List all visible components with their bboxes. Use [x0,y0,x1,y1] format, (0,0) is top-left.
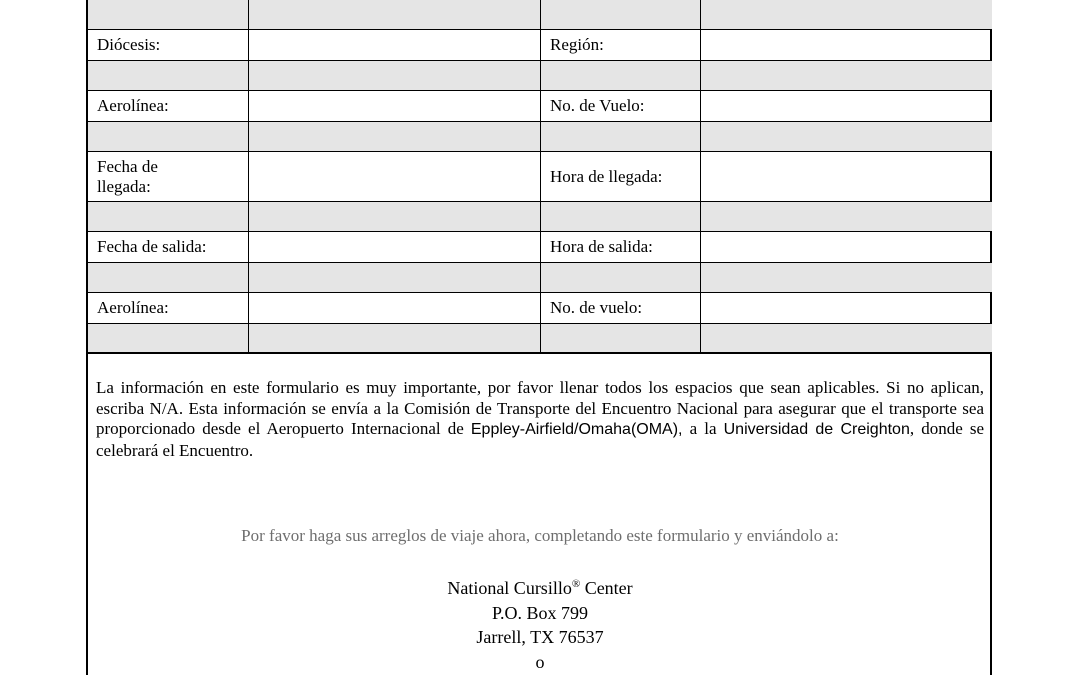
departure-flight-number-label: No. de vuelo: [541,293,701,323]
separator-row [88,61,992,91]
info-text-part1: La información en este formulario es muy importante, por favor llenar todos los espacios que sean aplicables. Si no aplican, escriba N/A. Esta información se envía a la Comisión de Transporte del Encuentro Nacional para asegurar que el transporte sea proporcionado desde el Aeropuerto Internacional de [96,378,984,438]
info-block [96,378,984,461]
separator-cell [541,122,701,151]
separator-cell [88,0,249,29]
departure-time-field[interactable] [701,232,992,262]
separator-cell [541,263,701,292]
separator-cell [249,324,541,352]
separator-cell [88,324,249,352]
registered-mark: ® [571,578,581,590]
arrival-date-label-text [97,157,158,197]
separator-cell [541,61,701,90]
separator-cell [249,263,541,292]
travel-form-table [88,0,992,354]
departure-flight-number-field[interactable] [701,293,992,323]
separator-cell [701,202,992,231]
arrival-date-label-line2: llegada: [97,176,151,196]
address-name-line [96,576,984,601]
diocese-region-row [88,30,992,61]
separator-cell [701,263,992,292]
separator-cell [701,61,992,90]
address-or-line: o [535,651,545,672]
arrival-time-field[interactable] [701,152,992,201]
address-name-suffix: Center [580,578,633,598]
separator-cell [541,324,701,352]
mailing-address [96,576,984,674]
separator-cell [701,0,992,29]
university-name: Universidad de Creighton [723,421,910,438]
diocese-label: Diócesis: [88,30,249,60]
info-text-part3: , donde se celebrará el Encuentro. [96,419,984,460]
separator-row [88,122,992,152]
instructions-text: Por favor haga sus arreglos de viaje ahora, completando este formulario y enviándolo a: [241,526,839,545]
separator-row [88,324,992,354]
separator-cell [249,0,541,29]
diocese-field[interactable] [249,30,541,60]
departure-date-field[interactable] [249,232,541,262]
arrival-flight-number-field[interactable] [701,91,992,121]
address-name: National Cursillo [447,578,572,598]
arrival-date-label-line1: Fecha de [97,156,158,176]
separator-row [88,202,992,232]
departure-airline-row [88,293,992,324]
separator-cell [541,0,701,29]
separator-cell [701,324,992,352]
departure-airline-field[interactable] [249,293,541,323]
arrival-date-field[interactable] [249,152,541,201]
airport-name: Eppley-Airfield/Omaha(OMA), [470,421,683,438]
separator-cell [701,122,992,151]
info-text-part2: a la [682,419,724,438]
departure-time-label: Hora de salida: [541,232,701,262]
separator-cell [249,122,541,151]
separator-cell [88,61,249,90]
address-po-box: P.O. Box 799 [491,602,589,623]
separator-row [88,0,992,30]
arrival-flight-number-label: No. de Vuelo: [541,91,701,121]
departure-date-label: Fecha de salida: [88,232,249,262]
arrival-airline-row [88,91,992,122]
arrival-date-label [88,152,249,201]
info-paragraph [96,378,984,461]
region-field[interactable] [701,30,992,60]
separator-cell [88,122,249,151]
address-city-line: Jarrell, TX 76537 [476,627,604,647]
separator-cell [249,61,541,90]
arrival-date-time-row [88,152,992,202]
separator-cell [541,202,701,231]
separator-row [88,263,992,293]
departure-airline-label: Aerolínea: [88,293,249,323]
separator-cell [249,202,541,231]
arrival-airline-field[interactable] [249,91,541,121]
separator-cell [88,263,249,292]
arrival-airline-label: Aerolínea: [88,91,249,121]
arrival-time-label: Hora de llegada: [541,152,701,201]
region-label: Región: [541,30,701,60]
separator-cell [88,202,249,231]
departure-date-time-row [88,232,992,263]
